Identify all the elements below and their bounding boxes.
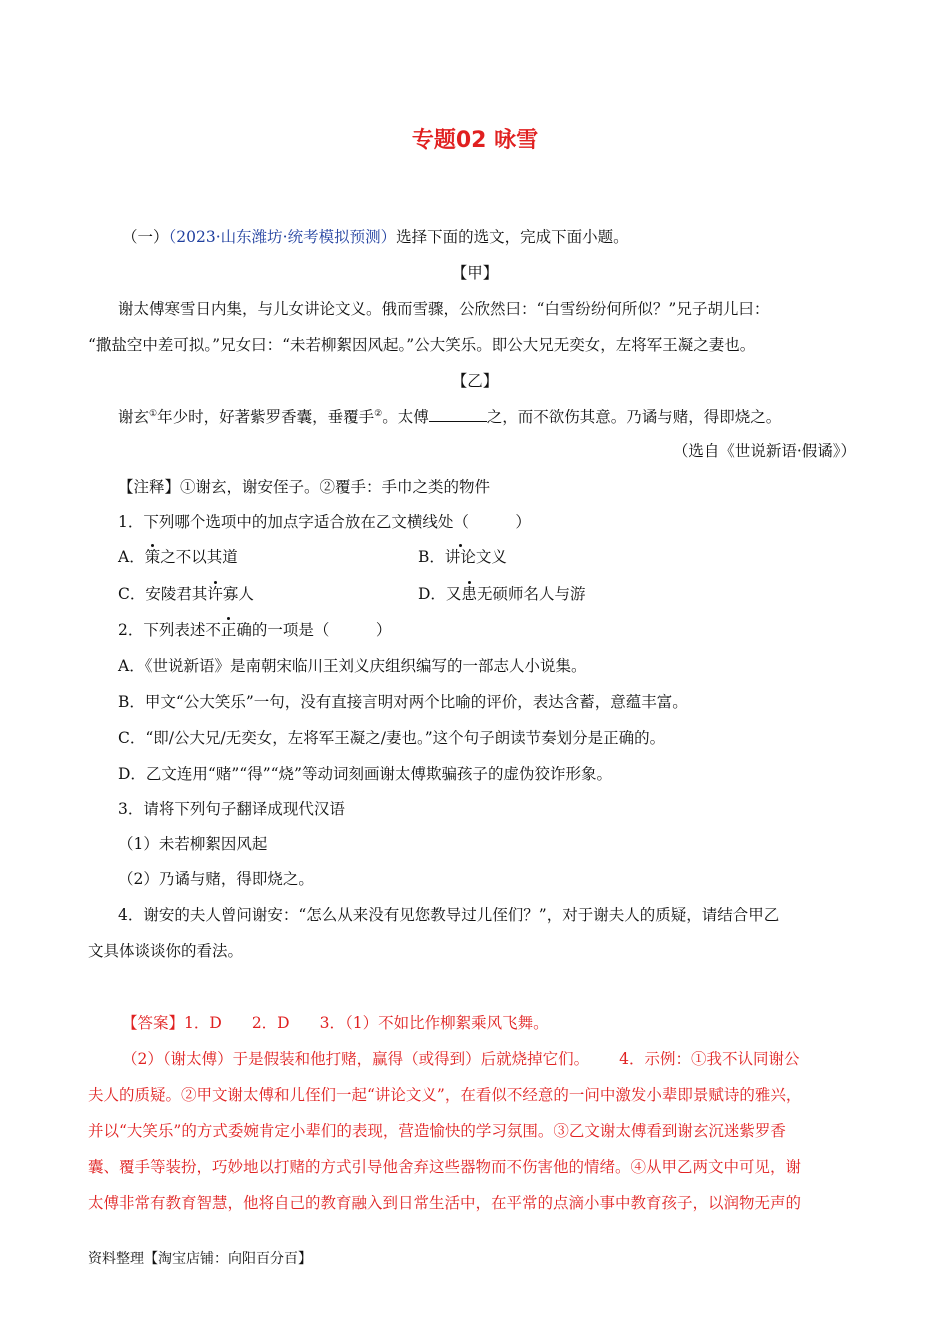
answer-line-6: 太傅非常有教育智慧，他将自己的教育融入到日常生活中，在平常的点滴小事中教育孩子，以润物无声的 — [88, 1194, 802, 1212]
question-2: 2．下列表述不正确的一项是（ ） — [118, 621, 392, 639]
page-title: 专题02 咏雪 — [411, 128, 539, 153]
q3-sentence-1: （1）未若柳絮因风起 — [118, 835, 268, 853]
q2-option-b: B．甲文“公大笑乐”一句，没有直接言明对两个比喻的评价，表达含蓄，意蕴丰富。 — [118, 693, 688, 711]
q1-option-a: A．策之不以其道 — [118, 548, 238, 566]
passage-b-text: 谢玄①年少时，好著紫罗香囊，垂覆手②。太傅 之，而不欲伤其意。乃谲与赌，得即烧之。 — [118, 408, 782, 426]
q3-sentence-2: （2）乃谲与赌，得即烧之。 — [118, 870, 314, 888]
source-tag: （2023·山东潍坊·统考模拟预测） — [168, 228, 397, 246]
answer-line-4: 并以“大笑乐”的方式委婉肯定小辈们的表现，营造愉快的学习氛围。③乙文谢太傅看到谢玄沉迷紫罗香 — [88, 1122, 786, 1140]
answer-line-1: 【答案】1．D 2．D 3．（1）不如比作柳絮乘风飞舞。 — [122, 1014, 549, 1032]
answer-line-5: 囊、覆手等装扮，巧妙地以打赌的方式引导他舍弃这些器物而不伤害他的情绪。④从甲乙两文中可见，谢 — [88, 1158, 802, 1176]
passage-a-line: 谢太傅寒雪日内集，与儿女讲论文义。俄而雪骤，公欣然曰：“白雪纷纷何所似？”兄子胡儿曰： — [118, 300, 770, 318]
notes: 【注释】①谢玄，谢安侄子。②覆手：手巾之类的物件 — [118, 478, 491, 496]
question-3: 3．请将下列句子翻译成现代汉语 — [118, 800, 345, 818]
fill-blank — [429, 406, 487, 422]
q2-option-a: A．《世说新语》是南朝宋临川王刘义庆组织编写的一部志人小说集。 — [118, 657, 587, 675]
passage-b-source: （选自《世说新语·假谲》） — [672, 442, 856, 460]
answer-line-2: （2）（谢太傅）于是假装和他打赌，赢得（或得到）后就烧掉它们。 4．示例：①我不认同谢公 — [122, 1050, 800, 1068]
q1-option-b: B．讲论文义 — [418, 548, 507, 566]
passage-b-heading: 【乙】 — [451, 372, 499, 390]
question-4-cont: 文具体谈谈你的看法。 — [88, 942, 244, 960]
question-4: 4．谢安的夫人曾问谢安：“怎么从来没有见您教导过儿侄们？”，对于谢夫人的质疑，请结合甲乙 — [118, 906, 780, 924]
passage-a-heading: 【甲】 — [451, 264, 499, 282]
passage-a-line: “撒盐空中差可拟。”兄女曰：“未若柳絮因风起。”公大笑乐。即公大兄无奕女，左将军王凝之妻也。 — [88, 336, 756, 354]
q2-option-c: C．“即/公大兄/无奕女，左将军王凝之/妻也。”这个句子朗读节奏划分是正确的。 — [118, 729, 666, 747]
answer-line-3: 夫人的质疑。②甲文谢太傅和儿侄们一起“讲论文义”，在看似不经意的一问中激发小辈即景赋诗的雅兴， — [88, 1086, 802, 1104]
section-intro: （一）（2023·山东潍坊·统考模拟预测）选择下面的选文，完成下面小题。 — [122, 228, 629, 246]
q1-option-d: D．又患无硕师名人与游 — [418, 585, 586, 603]
q1-option-c: C．安陵君其许寡人 — [118, 585, 254, 603]
q2-option-d: D．乙文连用“赌”“得”“烧”等动词刻画谢太傅欺骗孩子的虚伪狡诈形象。 — [118, 765, 612, 783]
footer: 资料整理【淘宝店铺：向阳百分百】 — [88, 1251, 312, 1267]
question-1: 1．下列哪个选项中的加点字适合放在乙文横线处（ ） — [118, 513, 531, 531]
